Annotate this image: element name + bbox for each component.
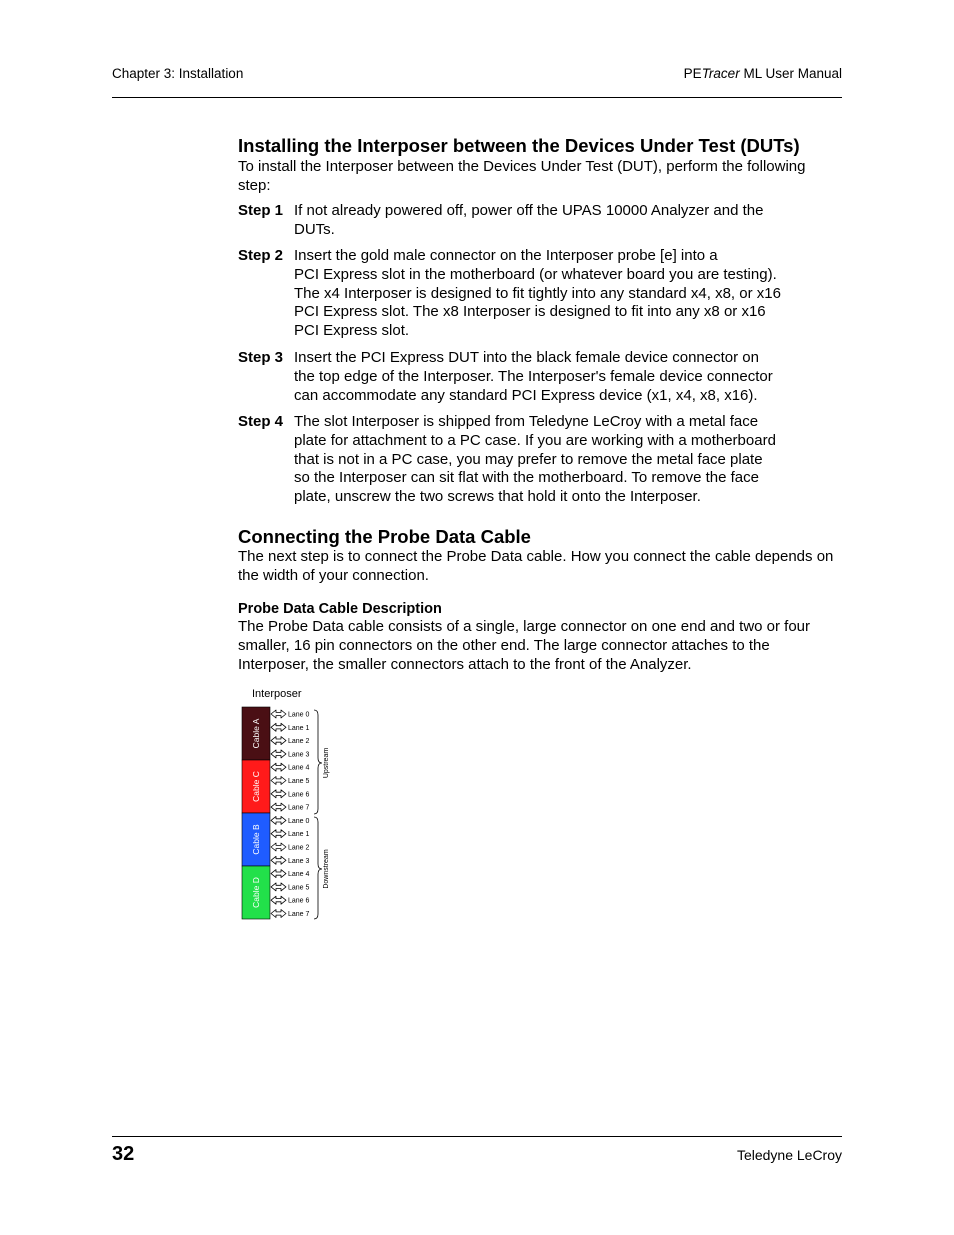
upstream-label: Upstream bbox=[323, 747, 330, 779]
step-line: The x4 Interposer is designed to fit tightly into any standard x4, x8, or x16 bbox=[294, 284, 781, 302]
section2-intro: The next step is to connect the Probe Data cable. How you connect the cable depends on the width of your connection. bbox=[238, 548, 834, 584]
lane-label: Lane 2 bbox=[288, 738, 310, 746]
lane-row bbox=[271, 856, 310, 865]
lane-label: Lane 4 bbox=[288, 871, 310, 879]
step-label: Step 2 bbox=[238, 247, 284, 264]
double-arrow-icon bbox=[271, 883, 286, 891]
double-arrow-icon bbox=[271, 737, 286, 745]
header-rule bbox=[112, 97, 842, 98]
step-line: PCI Express slot in the motherboard (or whatever board you are testing). bbox=[294, 265, 777, 283]
step-line: plate, unscrew the two screws that hold it onto the Interposer. bbox=[294, 488, 701, 506]
double-arrow-icon bbox=[271, 750, 286, 758]
step-label: Step 1 bbox=[238, 202, 284, 219]
double-arrow-icon bbox=[271, 856, 286, 864]
lane-label: Lane 5 bbox=[288, 778, 310, 785]
double-arrow-icon bbox=[271, 843, 286, 851]
step-line: Insert the PCI Express DUT into the black female device connector on bbox=[294, 349, 759, 366]
header-chapter: Chapter 3: Installation bbox=[112, 66, 244, 81]
double-arrow-icon bbox=[271, 870, 286, 878]
page-number: 32 bbox=[112, 1143, 135, 1165]
lane-label: Lane 3 bbox=[288, 857, 310, 865]
step-line: can accommodate any standard PCI Express device (x1, x4, x8, x16). bbox=[294, 386, 758, 404]
step-line: plate for attachment to a PC case. If you are working with a motherboard bbox=[294, 431, 776, 449]
lane-row bbox=[271, 777, 310, 786]
double-arrow-icon bbox=[271, 710, 286, 718]
lane-row bbox=[271, 870, 310, 879]
lane-row bbox=[271, 843, 310, 852]
section1-intro: To install the Interposer between the Devices Under Test (DUT), perform the following step: bbox=[238, 158, 806, 194]
lane-row bbox=[271, 896, 310, 905]
cable-bar-cable-d bbox=[242, 866, 270, 919]
header-manual-pe: PE bbox=[683, 66, 702, 81]
footer-company: Teledyne LeCroy bbox=[736, 1147, 842, 1163]
double-arrow-icon bbox=[271, 896, 286, 904]
lane-label: Lane 0 bbox=[288, 817, 310, 825]
step-label: Step 3 bbox=[238, 349, 284, 366]
header-manual-rest: ML User Manual bbox=[739, 66, 842, 81]
upstream-brace bbox=[314, 710, 322, 814]
lane-label: Lane 5 bbox=[288, 884, 310, 892]
step-line: that is not in a PC case, you may prefer to remove the metal face plate bbox=[294, 450, 763, 468]
lane-label: Lane 1 bbox=[288, 831, 310, 839]
lane-row bbox=[271, 710, 310, 719]
lane-row bbox=[271, 816, 310, 825]
step-line: the top edge of the Interposer. The Interposer's female device connector bbox=[294, 367, 773, 385]
lane-label: Lane 4 bbox=[288, 764, 310, 772]
lane-label: Lane 6 bbox=[288, 791, 310, 799]
lane-label: Lane 2 bbox=[288, 844, 310, 852]
lane-label: Lane 1 bbox=[288, 724, 310, 732]
lane-row bbox=[271, 830, 310, 839]
lane-row bbox=[271, 910, 310, 919]
header-manual-title bbox=[684, 66, 842, 81]
cable-label: Cable A bbox=[251, 718, 261, 749]
section3-title: Probe Data Cable Description bbox=[238, 601, 442, 617]
step-body bbox=[294, 413, 794, 507]
section1-title: Installing the Interposer between the Devices Under Test (DUTs) bbox=[238, 135, 800, 156]
lane-label: Lane 3 bbox=[288, 751, 310, 759]
step-label: Step 4 bbox=[238, 413, 284, 430]
cable-bar-cable-b bbox=[242, 813, 270, 866]
section3-body: The Probe Data cable consists of a single, large connector on one end and two or four smaller, 16 pin connectors on the other end. The large connector attaches to the Interposer, the smaller connectors attach to the front of the Analyzer. bbox=[238, 618, 811, 673]
downstream-brace bbox=[314, 817, 322, 919]
lane-label: Lane 7 bbox=[288, 911, 310, 918]
cable-bar-cable-c bbox=[242, 760, 270, 813]
step-line: PCI Express slot. The x8 Interposer is designed to fit into any x8 or x16 bbox=[294, 303, 766, 321]
cable-label: Cable B bbox=[251, 824, 261, 855]
diagram-title: Interposer bbox=[252, 688, 302, 700]
lane-row bbox=[271, 723, 310, 732]
footer-rule bbox=[112, 1136, 842, 1137]
step-line: The slot Interposer is shipped from Teledyne LeCroy with a metal face bbox=[294, 413, 759, 430]
lane-label: Lane 0 bbox=[288, 711, 310, 719]
step-body bbox=[294, 247, 794, 341]
lane-row bbox=[271, 803, 310, 812]
lane-label: Lane 6 bbox=[288, 897, 310, 905]
cable-bar-cable-a bbox=[242, 707, 270, 760]
double-arrow-icon bbox=[271, 763, 286, 771]
lane-label: Lane 7 bbox=[288, 804, 310, 812]
lane-row bbox=[271, 737, 310, 746]
lane-row bbox=[271, 750, 310, 759]
double-arrow-icon bbox=[271, 910, 286, 918]
section2-title: Connecting the Probe Data Cable bbox=[238, 526, 531, 547]
double-arrow-icon bbox=[271, 803, 286, 811]
step-line: DUTs. bbox=[294, 220, 335, 238]
downstream-label: Downstream bbox=[323, 849, 330, 889]
step-line: PCI Express slot. bbox=[294, 322, 410, 340]
step-body bbox=[294, 202, 794, 240]
lane-row bbox=[271, 790, 310, 799]
double-arrow-icon bbox=[271, 777, 286, 785]
double-arrow-icon bbox=[271, 830, 286, 838]
double-arrow-icon bbox=[271, 790, 286, 798]
lane-row bbox=[271, 763, 310, 772]
cable-label: Cable C bbox=[251, 771, 261, 802]
step-body bbox=[294, 349, 794, 405]
step-line: If not already powered off, power off the UPAS 10000 Analyzer and the bbox=[294, 202, 764, 219]
probe-cable-diagram bbox=[236, 680, 346, 930]
header-manual-tracer: Tracer bbox=[701, 66, 740, 81]
double-arrow-icon bbox=[271, 816, 286, 824]
step-line: Insert the gold male connector on the Interposer probe [e] into a bbox=[294, 247, 718, 264]
cable-label: Cable D bbox=[251, 877, 261, 908]
double-arrow-icon bbox=[271, 723, 286, 731]
lane-row bbox=[271, 883, 310, 892]
step-line: so the Interposer can sit flat with the motherboard. To remove the face bbox=[294, 469, 759, 487]
